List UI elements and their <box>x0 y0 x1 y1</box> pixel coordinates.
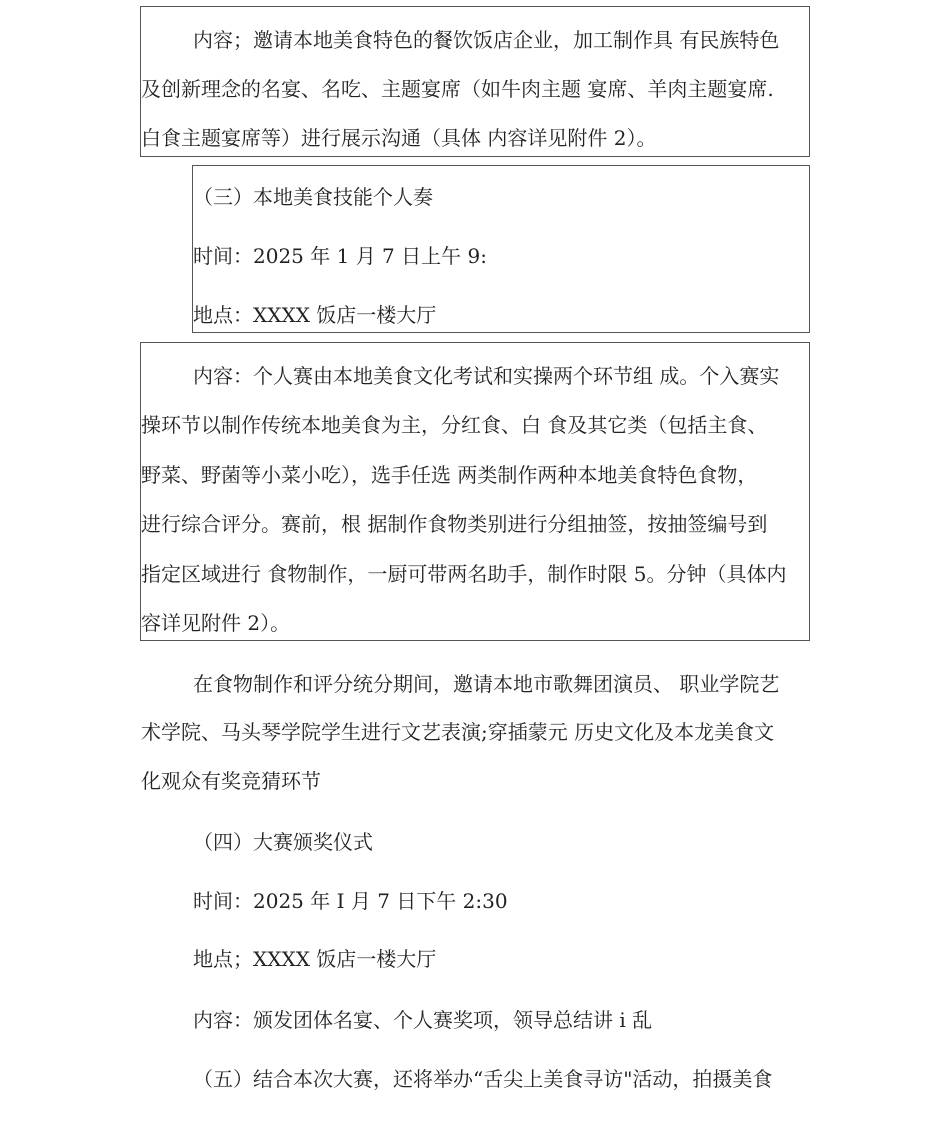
section4-place: 地点；XXXX 饭店一楼大厅 <box>193 947 437 971</box>
box1-line-1: 内容；邀请本地美食特色的餐饮饭店企业，加工制作具 有民族特色 <box>193 28 780 52</box>
box3-line-5: 指定区域进行 食物制作，一厨可带两名助手，制作时限 5。分钟（具体内 <box>141 562 787 586</box>
paragraph-line-2: 术学院、马头琴学院学生进行文艺表演;穿插蒙元 历史文化及本龙美食文 <box>141 720 775 744</box>
section3-place: 地点：XXXX 饭店一楼大厅 <box>193 303 437 327</box>
box1-line-2: 及创新理念的名宴、名吃、主题宴席（如牛肉主题 宴席、羊肉主题宴席. <box>141 77 774 101</box>
box3-line-3: 野菜、野菌等小菜小吃），选手任选 两类制作两种本地美食特色食物， <box>141 463 758 487</box>
box1-line-3: 白食主题宴席等）进行展示沟通（具体 内容详见附件 2）。 <box>141 126 657 150</box>
section3-heading: （三）本地美食技能个人奏 <box>193 185 433 209</box>
box3-line-6: 容详见附件 2）。 <box>141 611 291 635</box>
section4-content: 内容：颁发团体名宴、个人赛奖项，领导总结讲 i 乱 <box>193 1008 653 1032</box>
section3-time: 时间：2025 年 1 月 7 日上午 9: <box>193 244 487 268</box>
paragraph-line-1: 在食物制作和评分统分期间，邀请本地市歌舞团演员、 职业学院艺 <box>193 672 780 696</box>
section4-time: 时间：2025 年 I 月 7 日下午 2:30 <box>193 889 508 913</box>
section4-heading: （四）大赛颁奖仪式 <box>193 830 373 854</box>
section5-text: （五）结合本次大赛，还将举办“舌尖上美食寻访"活动，拍摄美食 <box>193 1067 773 1091</box>
paragraph-line-3: 化观众有奖竞猜环节 <box>141 769 321 793</box>
box3-line-4: 进行综合评分。赛前，根 据制作食物类别进行分组抽签，按抽签编号到 <box>141 512 768 536</box>
box3-line-2: 操环节以制作传统本地美食为主，分红食、白 食及其它类（包括主食、 <box>141 413 768 437</box>
box3-line-1: 内容：个人赛由本地美食文化考试和实操两个环节组 成。个入赛实 <box>193 364 780 388</box>
